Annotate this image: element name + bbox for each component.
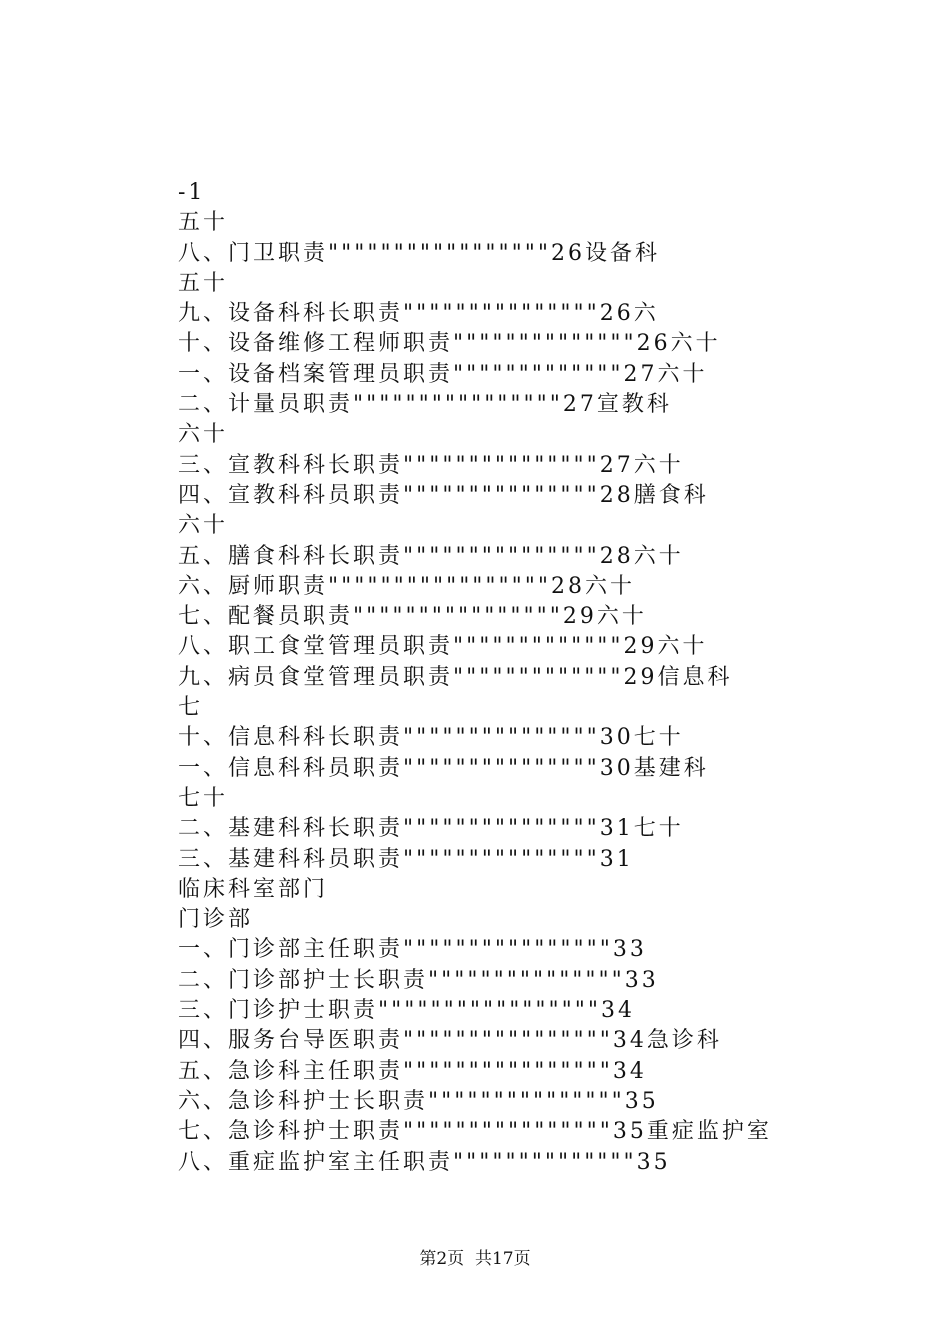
text-line: 六十 (178, 513, 229, 539)
text-line: 十、设备维修工程师职责""""""""""""""26六十 (178, 331, 721, 357)
text-line: 五十 (178, 270, 229, 296)
text-line: 六、厨师职责"""""""""""""""""28六十 (178, 573, 636, 599)
text-line: 五、膳食科科长职责"""""""""""""""28六十 (178, 543, 684, 569)
text-line: 七十 (178, 785, 229, 811)
page-footer: 第2页 共17页 (419, 1249, 531, 1269)
text-line: 十、信息科科长职责"""""""""""""""30七十 (178, 725, 684, 751)
text-line: 一、设备档案管理员职责"""""""""""""27六十 (178, 361, 708, 387)
text-line: 八、门卫职责"""""""""""""""""26设备科 (178, 240, 661, 266)
text-line: 四、服务台导医职责""""""""""""""""34急诊科 (178, 1028, 722, 1054)
text-line: -1 (178, 180, 206, 205)
text-line: 三、宣教科科长职责"""""""""""""""27六十 (178, 452, 684, 478)
text-line: 三、门诊护士职责"""""""""""""""""34 (178, 998, 636, 1024)
toc-body (178, 178, 818, 1178)
text-line: 三、基建科科员职责"""""""""""""""31 (178, 846, 634, 872)
text-line: 二、门诊部护士长职责"""""""""""""""33 (178, 967, 659, 993)
text-line: 七、配餐员职责""""""""""""""""29六十 (178, 604, 647, 630)
text-line: 一、门诊部主任职责""""""""""""""""33 (178, 937, 647, 963)
text-line: 一、信息科科员职责"""""""""""""""30基建科 (178, 755, 709, 781)
text-line: 五十 (178, 210, 229, 236)
text-line: 四、宣教科科员职责"""""""""""""""28膳食科 (178, 482, 709, 508)
text-line: 七 (178, 695, 204, 721)
text-line: 九、设备科科长职责"""""""""""""""26六 (178, 301, 659, 327)
text-line: 五、急诊科主任职责""""""""""""""""34 (178, 1058, 647, 1084)
text-line: 九、病员食堂管理员职责"""""""""""""29信息科 (178, 664, 733, 690)
text-line: 六十 (178, 422, 229, 448)
text-line: 八、职工食堂管理员职责"""""""""""""29六十 (178, 634, 708, 660)
text-line: 二、计量员职责""""""""""""""""27宣教科 (178, 392, 672, 418)
text-line: 六、急诊科护士长职责"""""""""""""""35 (178, 1088, 659, 1114)
section-heading: 门诊部 (178, 907, 254, 933)
text-line: 八、重症监护室主任职责""""""""""""""35 (178, 1149, 671, 1175)
text-line: 二、基建科科长职责"""""""""""""""31七十 (178, 816, 684, 842)
text-line: 七、急诊科护士职责""""""""""""""""35重症监护室 (178, 1119, 772, 1145)
section-heading: 临床科室部门 (178, 876, 329, 902)
